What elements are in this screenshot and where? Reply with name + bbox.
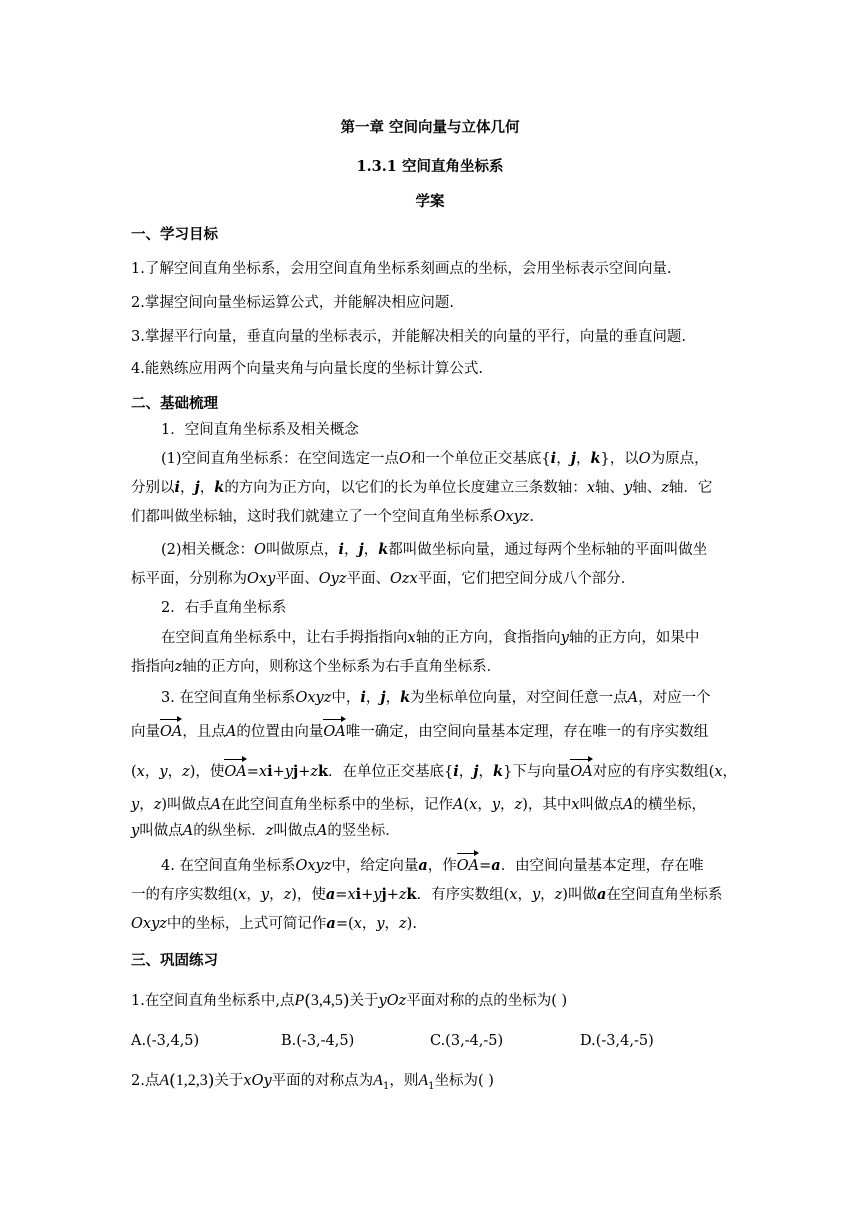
paragraph-line: 4. 在空间直角坐标系Oxyz中，给定向量a，作OA=a．由空间向量基本定理，存在唯	[161, 857, 704, 874]
objective-item: 4.能熟练应用两个向量夹角与向量长度的坐标计算公式.	[131, 361, 483, 377]
paragraph-line: 一的有序实数组(x，y，z)，使a=xi+yj+zk．有序实数组(x，y，z)叫做a在空间直角坐标系	[131, 886, 723, 903]
question-1: 1.在空间直角坐标系中,点P(3,4,5)关于yOz平面对称的点的坐标为( )	[131, 991, 568, 1011]
option-b: B.(-3,-4,5)	[281, 1033, 355, 1049]
objective-item: 3.掌握平行向量，垂直向量的坐标表示，并能解决相关的向量的平行，向量的垂直问题.	[131, 329, 686, 345]
vector-oa: OA	[323, 724, 346, 740]
paragraph-line: 们都叫做坐标轴，这时我们就建立了一个空间直角坐标系Oxyz.	[131, 509, 535, 525]
vector-oa: OA	[570, 764, 593, 780]
option-a: A.(-3,4,5)	[131, 1033, 200, 1049]
vector-oa: OA	[160, 724, 183, 740]
question-2: 2.点A(1,2,3)关于xOy平面的对称点为$A_1$，则$A_1$坐标为( )	[131, 1071, 494, 1092]
chapter-title: 第一章 空间向量与立体几何	[340, 119, 520, 136]
section-heading-exercises: 三、巩固练习	[131, 952, 218, 969]
paragraph-line: (1)空间直角坐标系：在空间选定一点O和一个单位正交基底{i，j，k}，以O为原点，	[161, 450, 709, 467]
subsection-title-right-hand: 2．右手直角坐标系	[161, 600, 287, 616]
vector-oa: OA	[456, 858, 480, 874]
objective-item: 2.掌握空间向量坐标运算公式，并能解决相应问题.	[131, 295, 454, 311]
paragraph-line: 标平面，分别称为Oxy平面、Oyz平面、Ozx平面，它们把空间分成八个部分．	[131, 571, 636, 587]
option-d: D.(-3,4,-5)	[580, 1033, 654, 1049]
paragraph-line: 3. 在空间直角坐标系Oxyz中，i，j，k为坐标单位向量，对空间任意一点A，对应一个	[161, 689, 711, 706]
option-c: C.(3,-4,-5)	[430, 1033, 504, 1049]
paragraph-line: 分别以i，j，k的方向为正方向，以它们的长为单位长度建立三条数轴：x轴、y轴、z轴．它	[131, 479, 713, 496]
paragraph-line: 指指向z轴的正方向，则称这个坐标系为右手直角坐标系．	[131, 659, 502, 675]
vector-oa: OA	[224, 764, 247, 780]
paragraph-line: y，z)叫做点A在此空间直角坐标系中的坐标，记作A(x，y，z)，其中x叫做点A的横坐标，	[131, 797, 707, 813]
paragraph-line: (2)相关概念：O叫做原点，i，j，k都叫做坐标向量，通过每两个坐标轴的平面叫做坐	[161, 541, 708, 558]
paragraph-line: (x，y，z)，使OA=xi+yj+zk．在单位正交基底{i，j，k}下与向量OA对应的有序实数组(x，	[131, 763, 738, 780]
paragraph-line: 在空间直角坐标系中，让右手拇指指向x轴的正方向，食指指向y轴的正方向，如果中	[161, 630, 700, 646]
section-heading-basics: 二、基础梳理	[131, 395, 218, 412]
section-heading-objectives: 一、学习目标	[131, 226, 218, 243]
doc-type-title: 学案	[415, 193, 445, 210]
objective-item: 1.了解空间直角坐标系，会用空间直角坐标系刻画点的坐标，会用坐标表示空间向量.	[131, 261, 672, 277]
paragraph-line: y叫做点A的纵坐标．z叫做点A的竖坐标．	[131, 823, 400, 839]
paragraph-line: 向量OA，且点A的位置由向量OA唯一确定，由空间向量基本定理，存在唯一的有序实数组	[131, 724, 709, 740]
section-title: 1.3.1 空间直角坐标系	[356, 158, 504, 175]
paragraph-line: Oxyz中的坐标，上式可简记作a=(x，y，z).	[131, 915, 417, 932]
subsection-title-coordinate-system: 1．空间直角坐标系及相关概念	[161, 422, 359, 438]
